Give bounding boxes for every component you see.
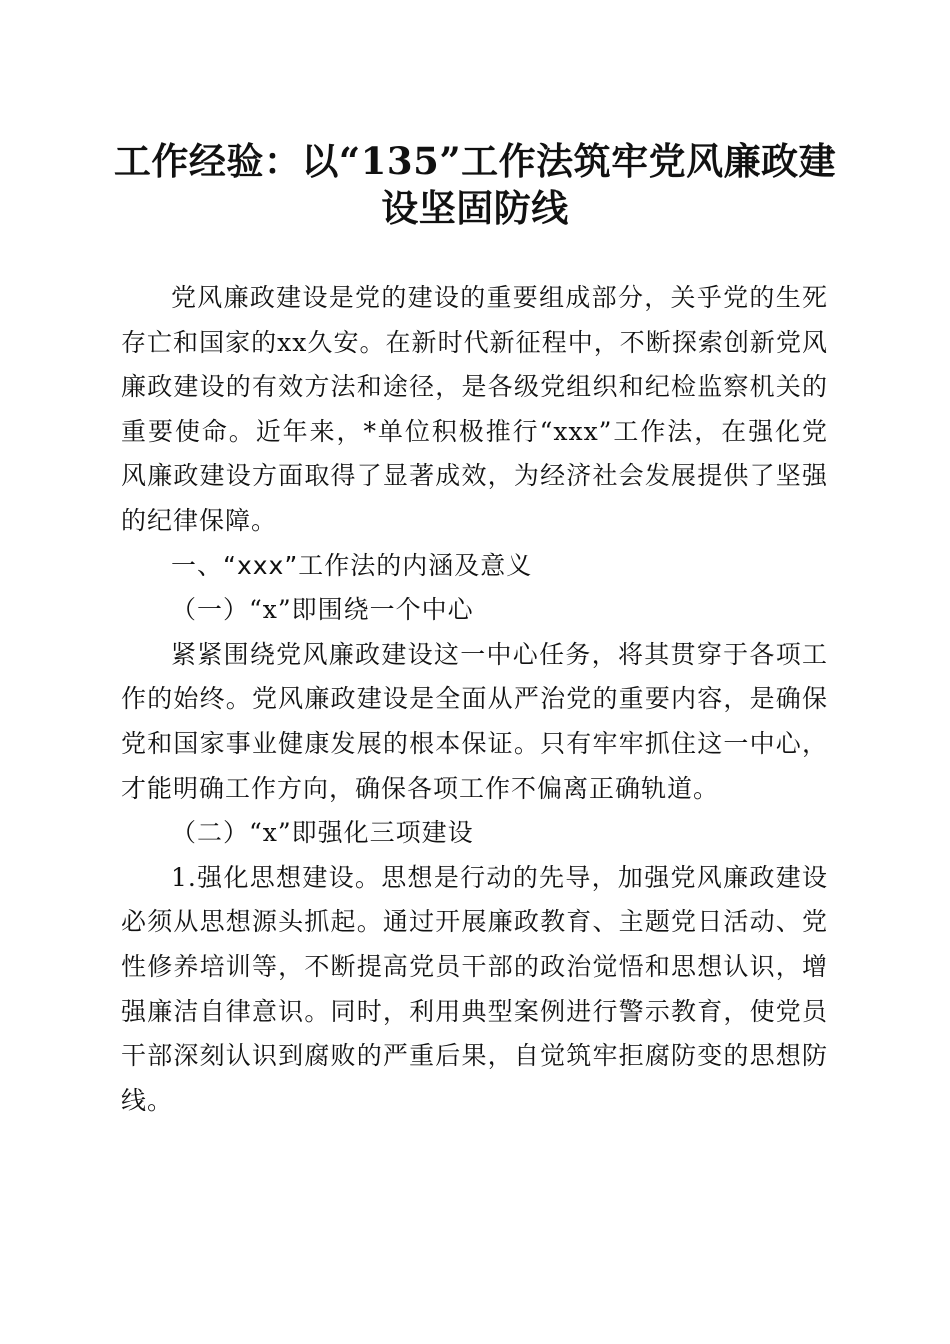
body-paragraph-1: 紧紧围绕党风廉政建设这一中心任务，将其贯穿于各项工作的始终。党风廉政建设是全面从严治党的重要内容，是确保党和国家事业健康发展的根本保证。只有牢牢抓住这一中心，才能明确工作方向，确保各项工作不偏离正确轨道。 [121, 639, 828, 803]
intro-paragraph: 党风廉政建设是党的建设的重要组成部分，关乎党的生死存亡和国家的xx久安。在新时代新征程中，不断探索创新党风廉政建设的有效方法和途径，是各级党组织和纪检监察机关的重要使命。近年来，*单位积极推行“xxx”工作法，在强化党风廉政建设方面取得了显著成效，为经济社会发展提供了坚强的纪律保障。 [121, 283, 828, 535]
section-heading-1: 一、“xxx”工作法的内涵及意义 [171, 550, 533, 580]
title-line-2: 设坚固防线 [381, 186, 569, 230]
subsection-heading-2: （二）“x”即强化三项建设 [171, 818, 474, 848]
document-title [100, 138, 850, 232]
subsection-heading-1: （一）“x”即围绕一个中心 [171, 595, 474, 625]
body-paragraph-2: 1.强化思想建设。思想是行动的先导，加强党风廉政建设必须从思想源头抓起。通过开展廉政教育、主题党日活动、党性修养培训等，不断提高党员干部的政治觉悟和思想认识，增强廉洁自律意识。同时，利用典型案例进行警示教育，使党员干部深刻认识到腐败的严重后果，自觉筑牢拒腐防变的思想防线。 [121, 862, 828, 1115]
document-body [121, 276, 828, 1123]
title-line-1: 工作经验：以“135”工作法筑牢党风廉政建 [113, 139, 837, 183]
